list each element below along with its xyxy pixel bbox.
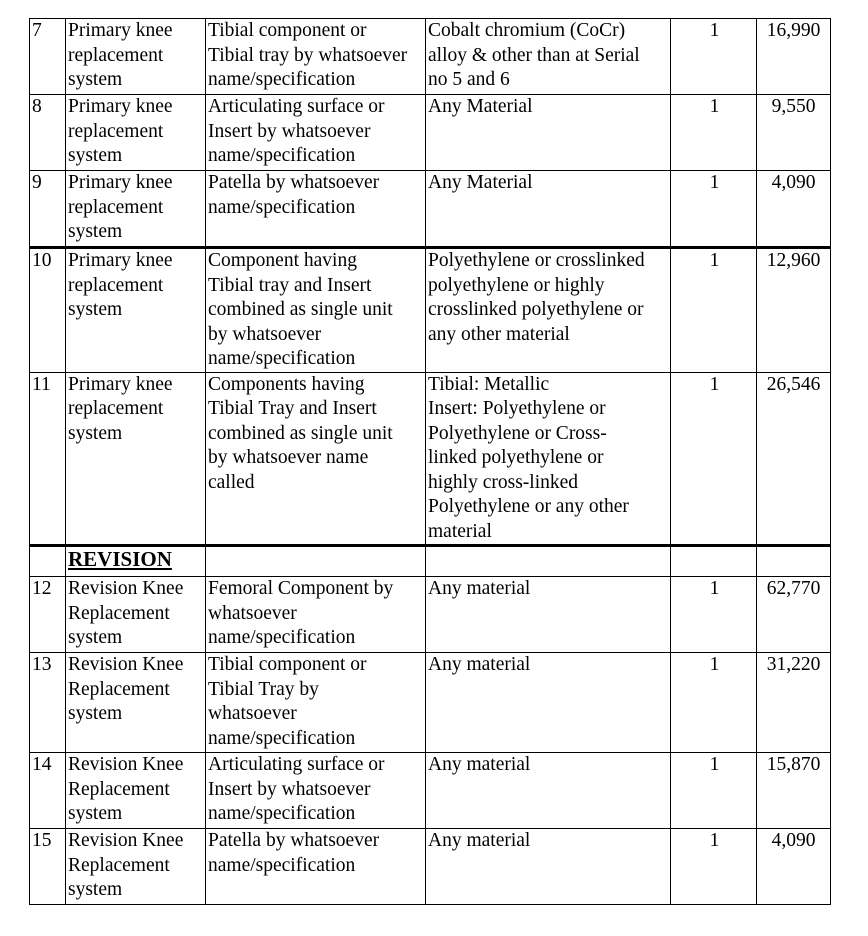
serial-number: 13 xyxy=(30,653,66,753)
table-row xyxy=(30,372,831,546)
component-name: Articulating surface or Insert by whatsoever name/specification xyxy=(206,753,426,829)
quantity: 1 xyxy=(671,753,757,829)
table-row xyxy=(30,653,831,753)
table-row xyxy=(30,829,831,905)
serial-number: 8 xyxy=(30,95,66,171)
price: 26,546 xyxy=(757,372,831,546)
component-name: Tibial component or Tibial tray by whatsoever name/specification xyxy=(206,19,426,95)
system-name: Revision Knee Replacement system xyxy=(66,653,206,753)
price: 4,090 xyxy=(757,171,831,248)
component-name: Component having Tibial tray and Insert combined as single unit by whatsoever name/specification xyxy=(206,248,426,373)
price: 62,770 xyxy=(757,577,831,653)
serial-number: 10 xyxy=(30,248,66,373)
material: Cobalt chromium (CoCr) alloy & other than at Serial no 5 and 6 xyxy=(426,19,671,95)
section-header xyxy=(66,546,206,577)
price: 4,090 xyxy=(757,829,831,905)
section-header-label: REVISION xyxy=(68,547,172,571)
quantity: 1 xyxy=(671,372,757,546)
section-header-spacer xyxy=(671,546,757,577)
section-header-row xyxy=(30,546,831,577)
system-name: Primary knee replacement system xyxy=(66,19,206,95)
material: Any material xyxy=(426,653,671,753)
component-name: Components having Tibial Tray and Insert combined as single unit by whatsoever name called xyxy=(206,372,426,546)
price: 16,990 xyxy=(757,19,831,95)
price: 31,220 xyxy=(757,653,831,753)
quantity: 1 xyxy=(671,19,757,95)
table-row xyxy=(30,248,831,373)
table-row xyxy=(30,577,831,653)
price: 15,870 xyxy=(757,753,831,829)
section-header-spacer xyxy=(426,546,671,577)
quantity: 1 xyxy=(671,829,757,905)
component-name: Patella by whatsoever name/specification xyxy=(206,171,426,248)
table-row xyxy=(30,171,831,248)
table-row xyxy=(30,753,831,829)
table-row xyxy=(30,95,831,171)
material: Any Material xyxy=(426,95,671,171)
material: Any material xyxy=(426,577,671,653)
quantity: 1 xyxy=(671,577,757,653)
section-header-spacer xyxy=(757,546,831,577)
system-name: Primary knee replacement system xyxy=(66,372,206,546)
system-name: Revision Knee Replacement system xyxy=(66,577,206,653)
quantity: 1 xyxy=(671,248,757,373)
material: Any material xyxy=(426,753,671,829)
price-table xyxy=(29,18,831,905)
material: Any Material xyxy=(426,171,671,248)
serial-number: 12 xyxy=(30,577,66,653)
price: 9,550 xyxy=(757,95,831,171)
component-name: Patella by whatsoever name/specification xyxy=(206,829,426,905)
system-name: Revision Knee Replacement system xyxy=(66,829,206,905)
component-name: Articulating surface or Insert by whatsoever name/specification xyxy=(206,95,426,171)
quantity: 1 xyxy=(671,95,757,171)
component-name: Tibial component or Tibial Tray by whatsoever name/specification xyxy=(206,653,426,753)
price: 12,960 xyxy=(757,248,831,373)
system-name: Revision Knee Replacement system xyxy=(66,753,206,829)
component-name: Femoral Component by whatsoever name/specification xyxy=(206,577,426,653)
serial-number: 7 xyxy=(30,19,66,95)
system-name: Primary knee replacement system xyxy=(66,95,206,171)
table-row xyxy=(30,19,831,95)
serial-number: 9 xyxy=(30,171,66,248)
serial-number: 11 xyxy=(30,372,66,546)
quantity: 1 xyxy=(671,171,757,248)
system-name: Primary knee replacement system xyxy=(66,248,206,373)
material: Any material xyxy=(426,829,671,905)
section-header-spacer xyxy=(30,546,66,577)
material: Polyethylene or crosslinked polyethylene or highly crosslinked polyethylene or any other material xyxy=(426,248,671,373)
section-header-spacer xyxy=(206,546,426,577)
serial-number: 15 xyxy=(30,829,66,905)
quantity: 1 xyxy=(671,653,757,753)
serial-number: 14 xyxy=(30,753,66,829)
material: Tibial: Metallic Insert: Polyethylene or Polyethylene or Cross- linked polyethylene or highly cross-linked Polyethylene or any other material xyxy=(426,372,671,546)
system-name: Primary knee replacement system xyxy=(66,171,206,248)
